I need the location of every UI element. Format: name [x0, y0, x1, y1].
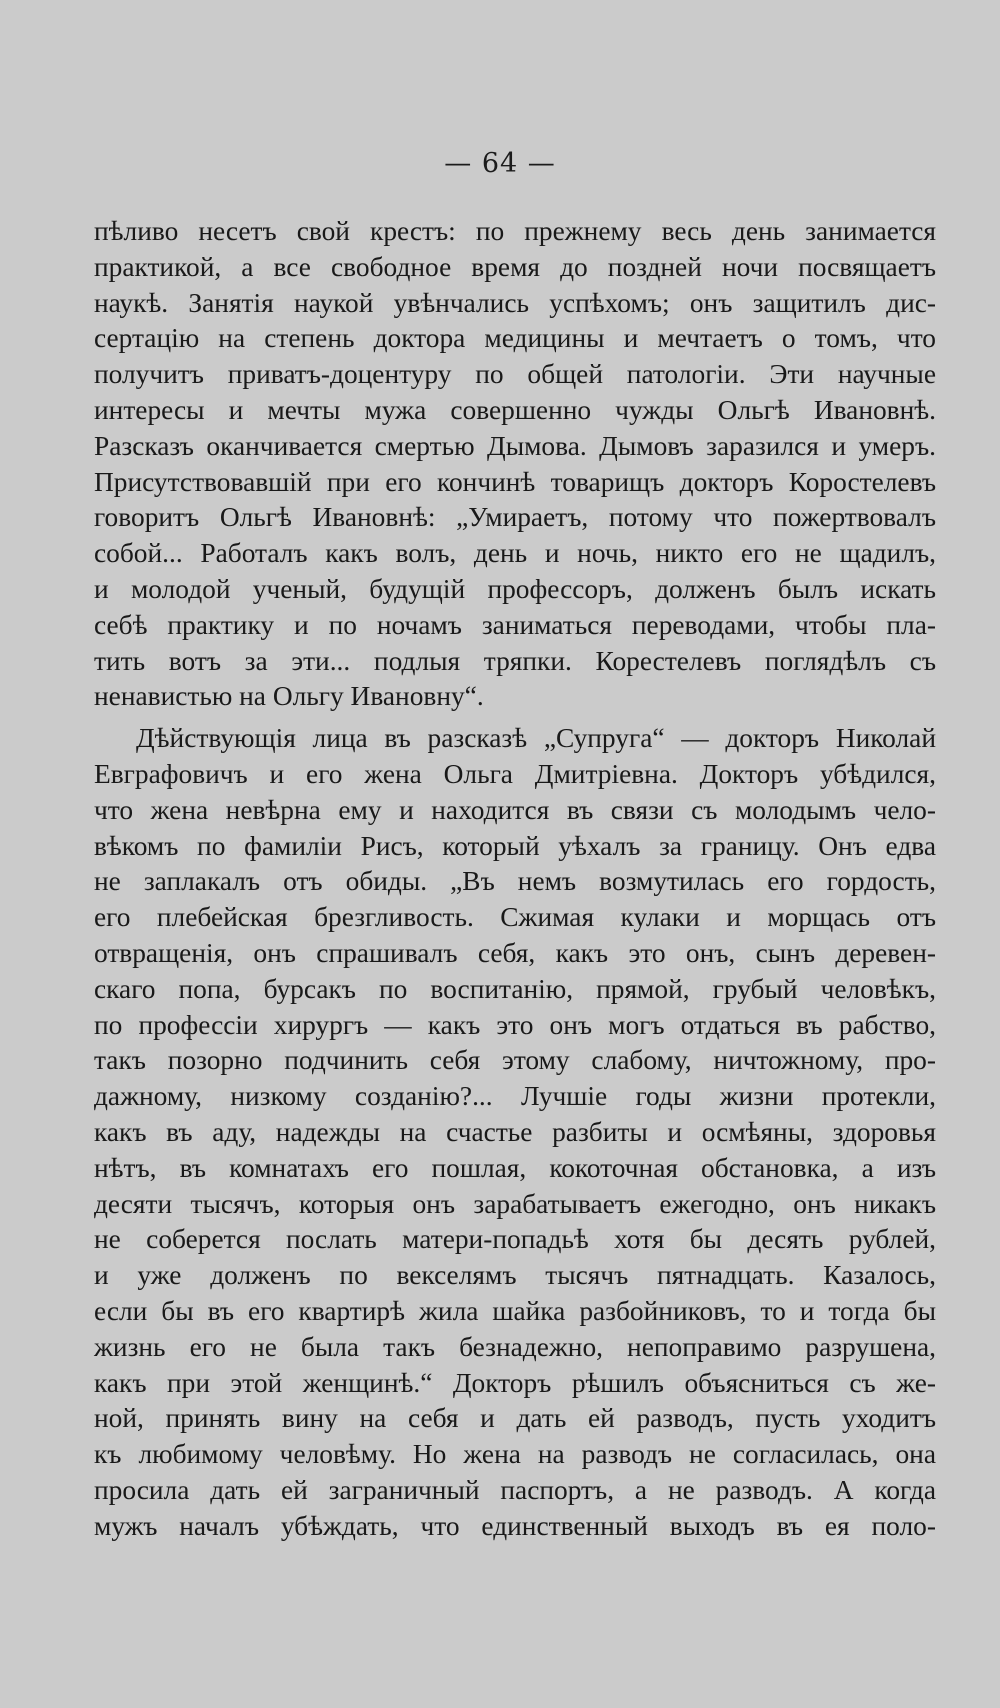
- text-line: сертацію на степень доктора медицины и мечтаетъ о томъ, что: [94, 323, 936, 354]
- text-line: по профессіи хирургъ — какъ это онъ могъ отдаться въ рабство,: [94, 1009, 936, 1040]
- text-line: Разсказъ оканчивается смертью Дымова. Дымовъ заразился и умеръ.: [94, 430, 936, 461]
- text-line: ной, принять вину на себя и дать ей разводъ, пусть уходитъ: [94, 1403, 936, 1434]
- text-line: его плебейская брезгливость. Сжимая кулаки и морщась отъ: [94, 902, 936, 933]
- text-line: вѣкомъ по фамиліи Рисъ, который уѣхалъ за границу. Онъ едва: [94, 830, 936, 861]
- body-text: [94, 214, 936, 1544]
- text-line: къ любимому человѣму. Но жена на разводъ не согласилась, она: [94, 1439, 936, 1470]
- text-line: отвращенія, онъ спрашивалъ себя, какъ это онъ, сынъ деревен-: [94, 937, 936, 968]
- text-line: не заплакалъ отъ обиды. „Въ немъ возмутилась его гордость,: [94, 866, 936, 897]
- text-line: жизнь его не была такъ безнадежно, непоправимо разрушена,: [94, 1331, 936, 1362]
- text-line: и уже долженъ по векселямъ тысячъ пятнадцать. Казалось,: [94, 1260, 936, 1291]
- text-line: скаго попа, бурсакъ по воспитанію, прямой, грубый человѣкъ,: [94, 973, 936, 1004]
- text-line: наукѣ. Занятія наукой увѣнчались успѣхомъ; онъ защитилъ дис-: [94, 287, 936, 318]
- text-line: собой... Работалъ какъ волъ, день и ночь, никто его не щадилъ,: [94, 538, 936, 569]
- paragraph-2: [94, 721, 936, 1544]
- text-line: просила дать ей заграничный паспортъ, а не разводъ. А когда: [94, 1474, 936, 1505]
- text-line: какъ при этой женщинѣ.“ Докторъ рѣшилъ объясниться съ же-: [94, 1367, 936, 1398]
- text-line: если бы въ его квартирѣ жила шайка разбойниковъ, то и тогда бы: [94, 1295, 936, 1326]
- text-line: ненавистью на Ольгу Ивановну“.: [94, 681, 484, 712]
- text-line: мужъ началъ убѣждать, что единственный выходъ въ ея поло-: [94, 1510, 936, 1541]
- text-line: Присутствовавшій при его кончинѣ товарищъ докторъ Коростелевъ: [94, 466, 936, 497]
- text-line: какъ въ аду, надежды на счастье разбиты и осмѣяны, здоровья: [94, 1116, 936, 1147]
- paragraph-1: [94, 214, 936, 715]
- text-line: такъ позорно подчинить себя этому слабому, ничтожному, про-: [94, 1045, 936, 1076]
- text-line: не соберется послать матери-попадьѣ хотя бы десять рублей,: [94, 1224, 936, 1255]
- text-line: получитъ приватъ-доцентуру по общей патологіи. Эти научные: [94, 359, 936, 390]
- text-line: десяти тысячъ, которыя онъ зарабатываетъ ежегодно, онъ никакъ: [94, 1188, 936, 1219]
- text-line: себѣ практику и по ночамъ заниматься переводами, чтобы пла-: [94, 609, 936, 640]
- text-line: тить вотъ за эти... подлыя тряпки. Корестелевъ поглядѣлъ съ: [94, 645, 936, 676]
- page-number: — 64 —: [444, 148, 556, 179]
- text-line: Евграфовичъ и его жена Ольга Дмитріевна. Докторъ убѣдился,: [94, 758, 936, 789]
- text-line: что жена невѣрна ему и находится въ связи съ молодымъ чело-: [94, 794, 936, 825]
- text-line: Дѣйствующія лица въ разсказѣ „Супруга“ — докторъ Николай: [136, 723, 936, 754]
- text-line: нѣтъ, въ комнатахъ его пошлая, кокоточная обстановка, а изъ: [94, 1152, 936, 1183]
- text-line: говоритъ Ольгѣ Ивановнѣ: „Умираетъ, потому что пожертвовалъ: [94, 502, 936, 533]
- text-line: дажному, низкому созданію?... Лучшіе годы жизни протекли,: [94, 1081, 936, 1112]
- text-line: интересы и мечты мужа совершенно чужды Ольгѣ Ивановнѣ.: [94, 394, 936, 425]
- text-line: и молодой ученый, будущій профессоръ, долженъ былъ искать: [94, 573, 936, 604]
- text-line: пѣливо несетъ свой крестъ: по прежнему весь день занимается: [94, 216, 936, 246]
- text-line: практикой, а все свободное время до поздней ночи посвящаетъ: [94, 251, 936, 282]
